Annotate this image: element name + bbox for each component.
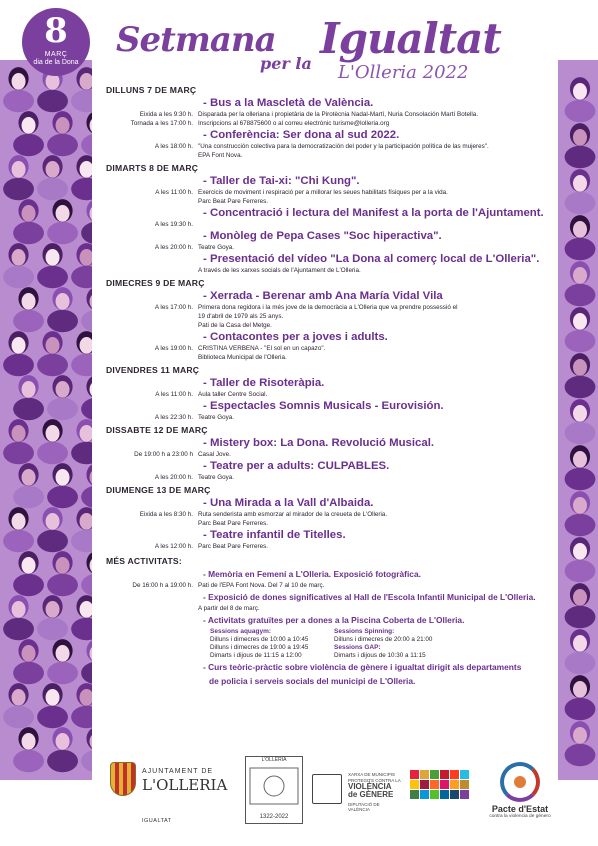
event-detail-row [92, 151, 562, 160]
event-description: "Una construcción colectiva para la democratización del poder y la participación política de las mujeres". [198, 143, 489, 150]
more-activity-title-cont: de policia i serveis socials del municipi de L'Olleria. [209, 676, 416, 686]
event-description: Teatre Goya. [198, 474, 235, 481]
event-detail-row [92, 321, 562, 330]
event-detail-row [92, 266, 562, 275]
more-activity-title: - Curs teòric-pràctic sobre violència de gènere i igualtat dirigit als departaments [203, 660, 562, 674]
sdg-tile-icon [450, 780, 459, 789]
event-title: - Xerrada - Berenar amb Ana María Vidal Vila [203, 289, 562, 303]
aquagym-heading: Sessions aquagym: [210, 628, 272, 635]
spinning-line: Dilluns i dimecres de 20:00 a 21:00 [334, 636, 433, 643]
event-time: Tornada a les 17:00 h. [130, 120, 193, 127]
badge-number: 8 [44, 11, 68, 51]
event-description: Disparada per la olleriana i propietària de la Pirotècnia Nadal-Martí, Nuria Consolación Martí Botella. [198, 111, 478, 118]
pacte-estat-logo [485, 762, 555, 832]
spinning-gap-column [334, 628, 458, 660]
title-per-la: per la [260, 54, 312, 73]
gap-line: Dimarts i dijous de 10:30 a 11:15 [334, 652, 426, 659]
event-detail-row [92, 243, 562, 252]
aquagym-line: Dilluns i dimecres de 10:00 a 10:45 [210, 636, 309, 643]
ajuntament-small-text: AJUNTAMENT DE [142, 768, 214, 775]
event-time: De 19:00 h a 23:00 h [134, 451, 193, 458]
sdg-tile-icon [410, 770, 419, 779]
igualtat-small-text: IGUALTAT [142, 818, 172, 824]
event-item [92, 496, 562, 528]
aquagym-line: Dilluns i dimecres de 19:00 a 19:45 [210, 644, 309, 651]
event-item [92, 528, 562, 551]
day-heading: DIVENDRES 11 MARÇ [106, 365, 200, 375]
right-illustration [558, 60, 598, 780]
day-heading: DIMECRES 9 DE MARÇ [106, 278, 205, 288]
more-activity-item [92, 567, 562, 590]
house-icon [312, 774, 342, 804]
event-description: Primera dona regidora i la més jove de la democràcia a L'Olleria que va prendre possessió el [198, 304, 458, 311]
event-description: Ruta senderista amb esmorzar al mirador de la creueta de L'Olleria. [198, 511, 388, 518]
event-item [92, 206, 562, 229]
event-item [92, 459, 562, 482]
sdg-tile-icon [410, 790, 419, 799]
more-activities-heading: MÉS ACTIVITATS: [106, 556, 182, 566]
event-detail-row [92, 119, 562, 128]
event-time: A les 22:30 h. [154, 414, 193, 421]
event-title: - Monòleg de Pepa Cases "Soc hiperactiva". [203, 229, 562, 243]
event-detail-row [92, 519, 562, 528]
day-heading: DILLUNS 7 DE MARÇ [106, 85, 197, 95]
event-time: A les 12:00 h. [154, 543, 193, 550]
sdg-tile-icon [450, 790, 459, 799]
more-activity-title: - Memòria en Femení a L'Olleria. Exposició fotogràfica. [203, 567, 562, 581]
title-olleria: L'Olleria 2022 [338, 62, 469, 83]
event-detail-row [92, 510, 562, 519]
event-title: - Mistery box: La Dona. Revolució Musical. [203, 436, 562, 450]
pacte-ring-icon [500, 762, 540, 802]
event-description: Pati de l'EPA Font Nova. Del 7 al 10 de març. [198, 582, 325, 589]
xarxa-top-text: XARXA DE MUNICIPIS PROTEGITS CONTRA LA [348, 772, 401, 783]
event-description: 19 d'abril de 1979 als 25 anys. [198, 313, 284, 320]
sdg-tile-icon [440, 790, 449, 799]
event-item [92, 252, 562, 275]
pacte-title: Pacte d'Estat [491, 804, 549, 814]
more-activity-item [92, 590, 562, 613]
pool-sessions [210, 628, 562, 660]
event-title: - Concentració i lectura del Manifest a la porta de l'Ajuntament. [203, 206, 562, 220]
coat-of-arms-icon [110, 762, 136, 796]
event-title: - Una Mirada a la Vall d'Albaida. [203, 496, 562, 510]
event-description: Teatre Goya. [198, 414, 235, 421]
event-item [92, 229, 562, 252]
event-time: De 16:00 h a 19:00 h. [132, 582, 193, 589]
aquagym-column [210, 628, 334, 660]
event-description: Aula taller Centre Social. [198, 391, 268, 398]
title-igualtat: Igualtat [320, 14, 501, 63]
olleria-box-years: 1322-2022 [259, 814, 289, 820]
event-detail-row [92, 312, 562, 321]
event-title: - Conferència: Ser dona al sud 2022. [203, 128, 562, 142]
more-activity-title: - Activitats gratuïtes per a dones a la Piscina Coberta de L'Olleria. [203, 613, 562, 627]
sdg-tile-icon [420, 770, 429, 779]
event-detail-row [92, 344, 562, 353]
program-schedule [92, 82, 562, 688]
event-title: - Taller de Tai-xi: "Chi Kung". [203, 174, 562, 188]
event-detail-row [92, 604, 562, 613]
event-time: A les 20:00 h. [154, 244, 193, 251]
sdg-tile-icon [450, 770, 459, 779]
ajuntament-logo [110, 756, 240, 836]
event-detail-row [92, 473, 562, 482]
event-title: - Espectacles Somnis Musicals - Eurovisión. [203, 399, 562, 413]
olleria-700-years-logo [245, 756, 303, 824]
olleria-box-title: L'OLLERIA [261, 757, 287, 763]
women-collage-illustration-right [558, 60, 598, 780]
event-description: Parc Beat Pare Ferreres. [198, 520, 268, 527]
olleria-emblem-icon [246, 764, 302, 808]
event-detail-row [92, 303, 562, 312]
event-description: Biblioteca Municipal de l'Olleria. [198, 354, 287, 361]
more-activity-title: - Exposició de dones significatives al Hall de l'Escola Infantil Municipal de L'Olleria. [203, 590, 562, 604]
poster-title [110, 10, 550, 90]
gap-heading: Sessions GAP: [334, 644, 381, 651]
more-activity-item [92, 660, 562, 674]
sdg-tile-icon [460, 780, 469, 789]
event-description: Parc Beat Pare Ferreres. [198, 543, 268, 550]
sdg-tile-icon [430, 770, 439, 779]
sdg-tile-icon [430, 790, 439, 799]
sdg-tiles [410, 770, 470, 799]
footer-logos [0, 748, 598, 846]
event-time: A les 11:00 h. [155, 391, 193, 398]
spinning-heading: Sessions Spinning: [334, 628, 395, 635]
more-activity-item [92, 674, 562, 688]
event-detail-row [92, 197, 562, 206]
event-time: A les 17:00 h. [154, 304, 193, 311]
event-title: - Teatre infantil de Titelles. [203, 528, 562, 542]
event-detail-row [92, 413, 562, 422]
event-detail-row [92, 110, 562, 119]
event-time: A les 19:00 h. [154, 345, 193, 352]
event-detail-row [92, 188, 562, 197]
event-item [92, 330, 562, 362]
day-heading: DIUMENGE 13 DE MARÇ [106, 485, 211, 495]
event-time: A les 19:30 h. [154, 221, 193, 228]
event-item [92, 436, 562, 459]
event-title: - Taller de Risoteràpia. [203, 376, 562, 390]
event-description: Pati de la Casa del Metge. [198, 322, 272, 329]
event-detail-row [92, 142, 562, 151]
sdg-tile-icon [420, 780, 429, 789]
event-detail-row [92, 450, 562, 459]
more-activity-item [92, 613, 562, 627]
event-time: A les 11:00 h. [155, 189, 193, 196]
aquagym-line: Dimarts i dijous de 11:15 a 12:00 [210, 652, 302, 659]
day-heading: DISSABTE 12 DE MARÇ [106, 425, 208, 435]
event-time: Eixida a les 9:30 h. [139, 111, 193, 118]
event-description: Casal Jove. [198, 451, 231, 458]
event-title: - Teatre per a adults: CULPABLES. [203, 459, 562, 473]
event-description: Exercicis de moviment i respiració per a millorar les seues habilitats físiques per a la vida. [198, 189, 448, 196]
event-description: Inscripcions al 678875600 o al correu electrònic turisme@lolleria.org [198, 120, 390, 127]
day-heading: DIMARTS 8 DE MARÇ [106, 163, 199, 173]
title-setmana: Setmana [116, 20, 276, 60]
badge-month: MARÇ [44, 51, 68, 58]
event-item [92, 289, 562, 330]
sdg-tile-icon [420, 790, 429, 799]
sdg-tile-icon [460, 790, 469, 799]
event-description: EPA Font Nova. [198, 152, 243, 159]
event-title: - Contacontes per a joves i adults. [203, 330, 562, 344]
sdg-tile-icon [410, 780, 419, 789]
event-time: A les 20:00 h. [154, 474, 193, 481]
event-detail-row [92, 220, 562, 229]
ajuntament-big-text: L'OLLERIA [142, 776, 228, 794]
sdg-tile-icon [430, 780, 439, 789]
pacte-subtitle: contra la violencia de género [489, 814, 551, 819]
event-description: CRISTINA VERBENA - "El sol en un capazo". [198, 345, 326, 352]
event-description: Teatre Goya. [198, 244, 235, 251]
event-description: A través de les xarxes socials de l'Ajuntament de L'Olleria. [198, 267, 361, 274]
event-item [92, 128, 562, 160]
march-8-badge [22, 8, 90, 76]
xarxa-diputacio-text: DIPUTACIÓ DE VALÈNCIA [348, 802, 380, 812]
event-detail-row [92, 390, 562, 399]
event-item [92, 174, 562, 206]
sdg-tile-icon [440, 780, 449, 789]
xarxa-main-text: VIOLÈNCIA de GÈNERE [348, 782, 394, 799]
event-description: A partir del 8 de març. [198, 605, 260, 612]
event-detail-row [92, 581, 562, 590]
event-time: Eixida a les 8:30 h. [139, 511, 193, 518]
badge-caption: dia de la Dona [33, 59, 79, 66]
event-item [92, 96, 562, 128]
left-illustration [0, 60, 92, 780]
event-item [92, 376, 562, 399]
event-description: Parc Beat Pare Ferreres. [198, 198, 268, 205]
event-detail-row [92, 353, 562, 362]
sdg-goals-logo [410, 770, 470, 822]
xarxa-violencia-logo [312, 770, 402, 820]
event-title: - Bus a la Mascletà de València. [203, 96, 562, 110]
sdg-tile-icon [460, 770, 469, 779]
event-title: - Presentació del vídeo "La Dona al comerç local de L'Olleria". [203, 252, 562, 266]
sdg-tile-icon [440, 770, 449, 779]
event-item [92, 399, 562, 422]
event-time: A les 18:00 h. [154, 143, 193, 150]
women-collage-illustration [0, 60, 92, 780]
event-detail-row [92, 542, 562, 551]
